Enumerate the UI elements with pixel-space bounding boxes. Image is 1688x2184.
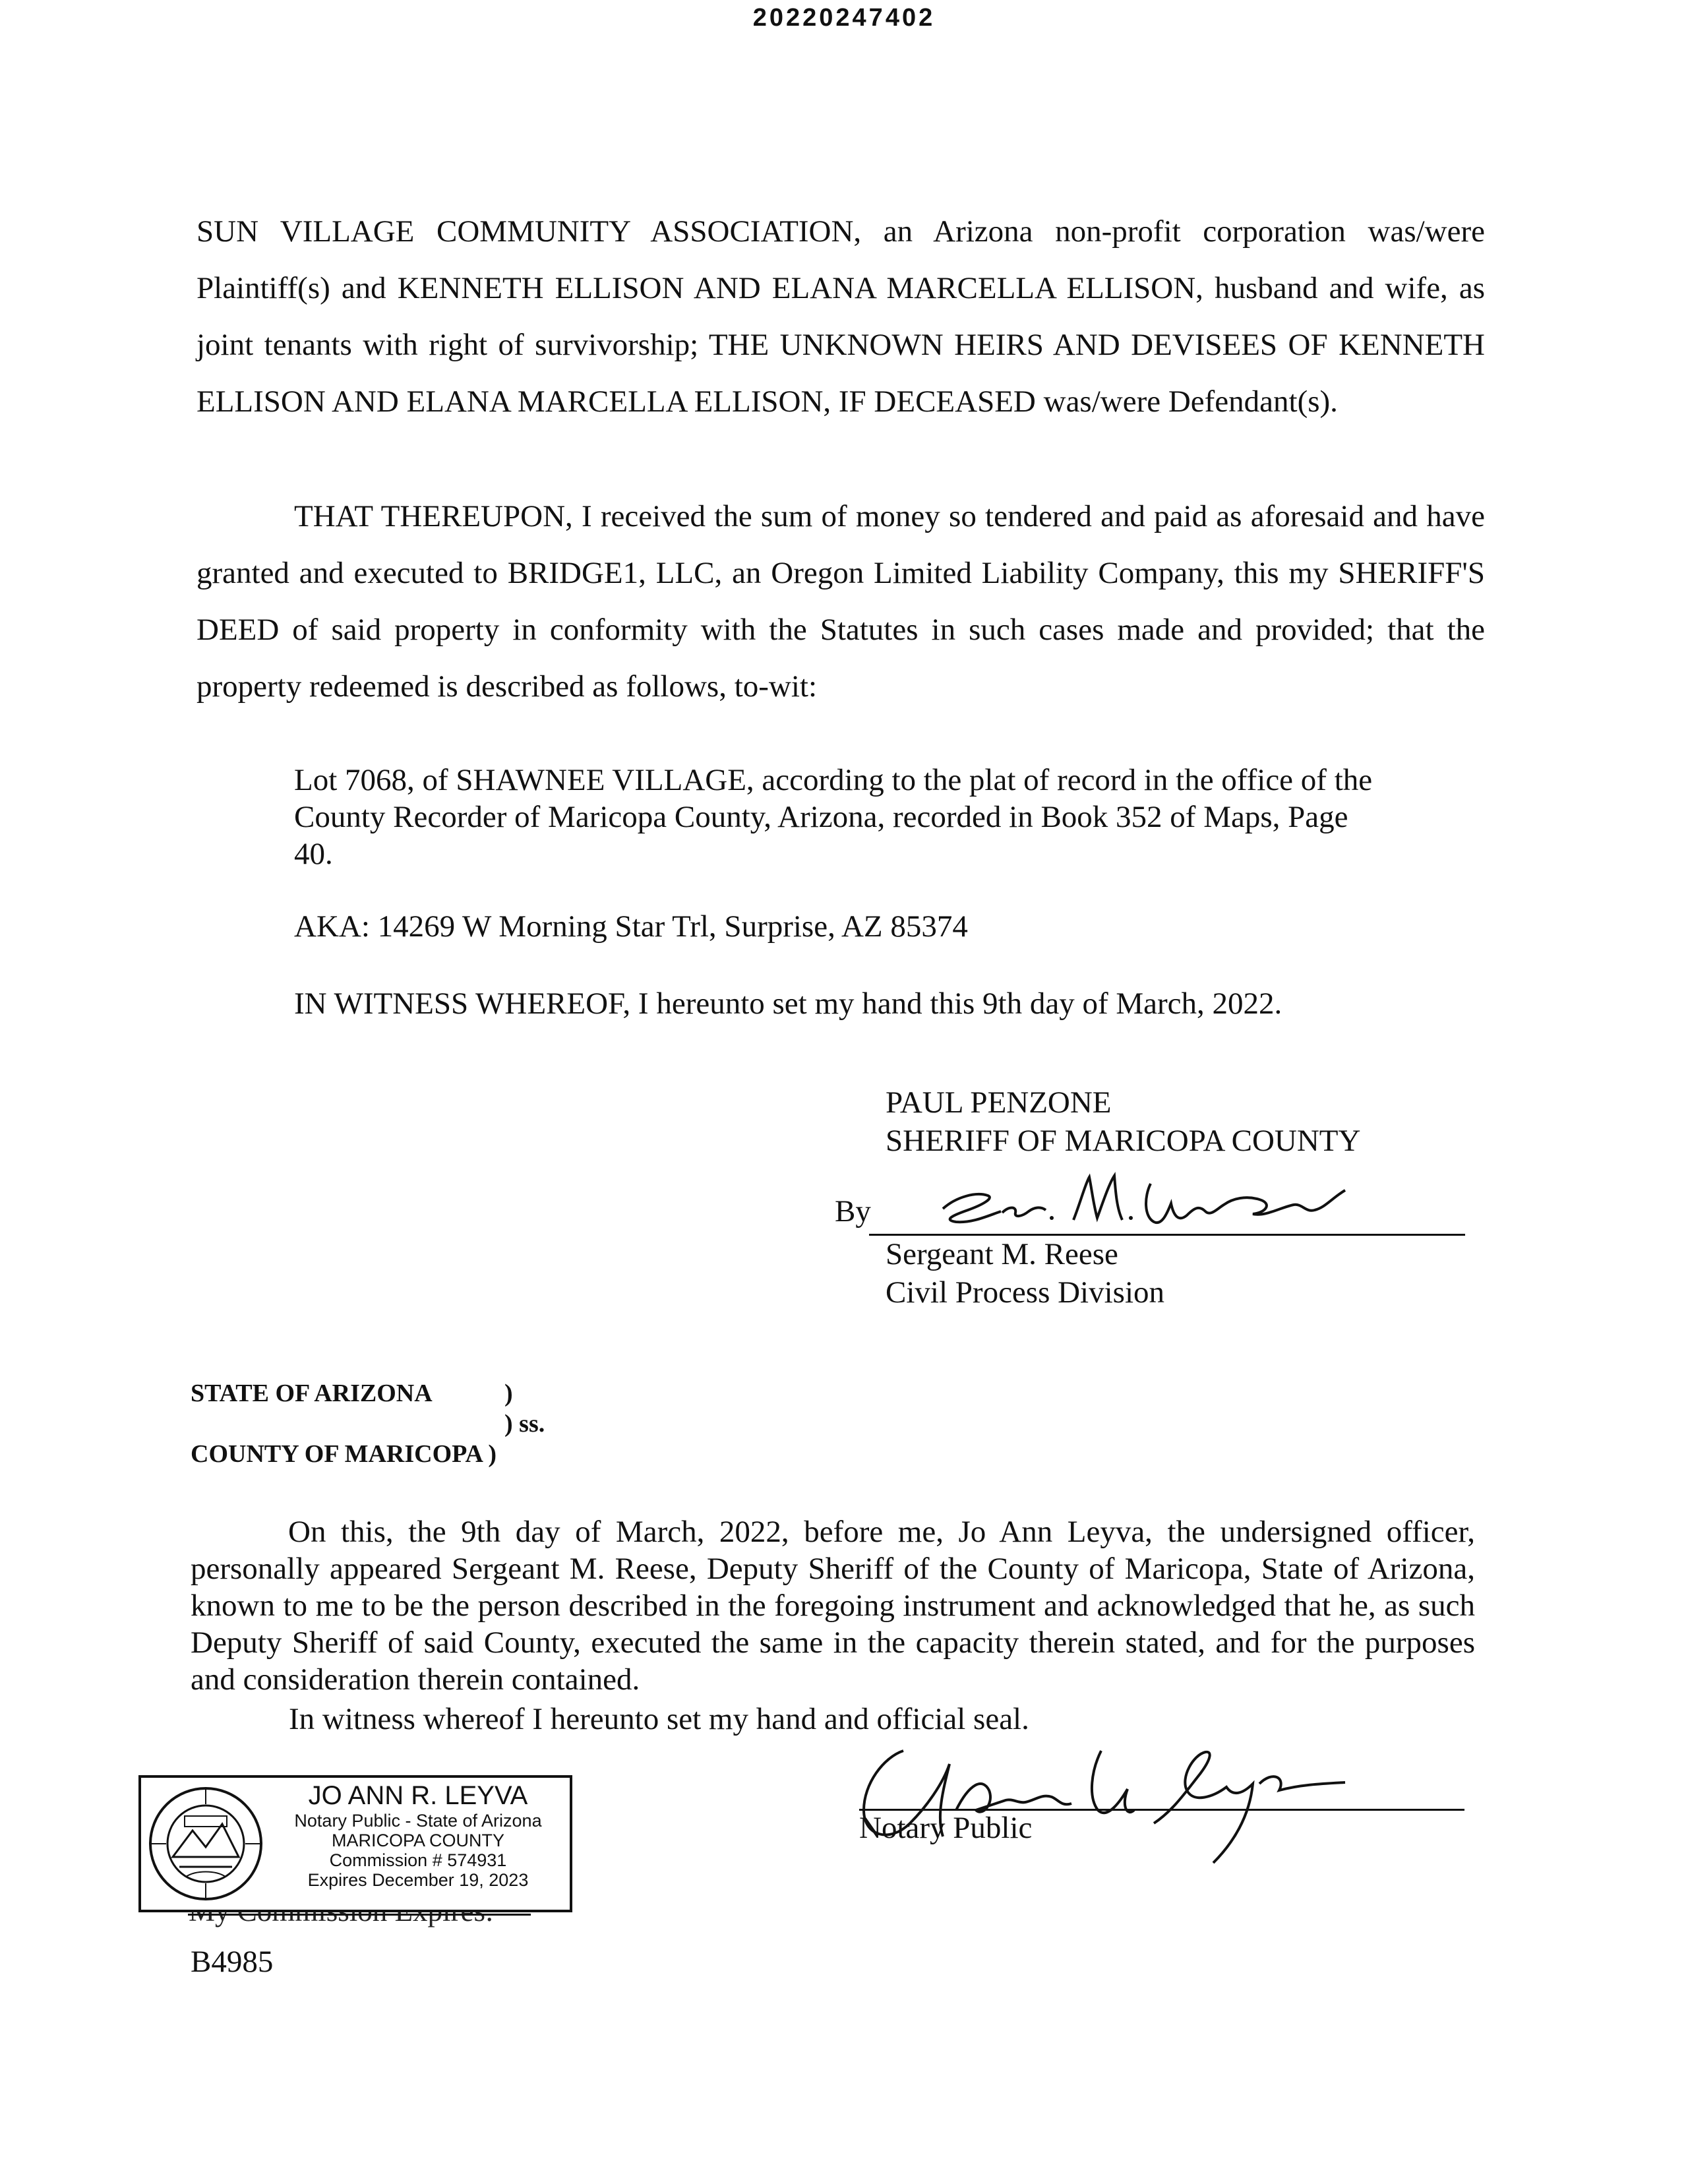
venue-block bbox=[191, 1378, 545, 1469]
acknowledgment-witness: In witness whereof I hereunto set my hand and official seal. bbox=[289, 1702, 1029, 1736]
venue-county: COUNTY OF MARICOPA ) bbox=[191, 1440, 497, 1468]
venue-ss: ) ss. bbox=[504, 1410, 545, 1438]
officer-division: Civil Process Division bbox=[886, 1275, 1165, 1310]
parties-paragraph: SUN VILLAGE COMMUNITY ASSOCIATION, an Arizona non-profit corporation was/were Plaintiff(s) and KENNETH ELLISON AND ELANA MARCELLA ELLISON, husband and wife, as joint tenants with right of survivorship; THE UNKNOWN HEIRS AND DEVISEES OF KENNETH ELLISON AND ELANA MARCELLA ELLISON, IF DECEASED was/were Defendant(s). bbox=[196, 214, 1485, 419]
stamp-line-2: MARICOPA COUNTY bbox=[331, 1831, 505, 1850]
thereupon-paragraph: THAT THEREUPON, I received the sum of money so tendered and paid as aforesaid and have granted and executed to BRIDGE1, LLC, an Oregon Limited Liability Company, this my SHERIFF'S DEED of said property in conformity with the Statutes in such cases made and provided; that the property redeemed is described as follows, to-wit: bbox=[196, 499, 1485, 704]
acknowledgment-paragraph: On this, the 9th day of March, 2022, before me, Jo Ann Leyva, the undersigned officer, personally appeared Sergeant M. Reese, Deputy Sheriff of the County of Maricopa, State of Arizona, known to me to be the person described in the foregoing instrument and acknowledged that he, as such Deputy Sheriff of said County, executed the same in the capacity therein stated, and for the purposes and consideration therein contained. bbox=[191, 1515, 1475, 1697]
by-label: By bbox=[835, 1194, 871, 1228]
document-number: 20220247402 bbox=[752, 4, 936, 32]
aka-address: AKA: 14269 W Morning Star Trl, Surprise, AZ 85374 bbox=[294, 909, 968, 944]
sheriff-signature bbox=[917, 1157, 1378, 1236]
notary-stamp bbox=[138, 1775, 572, 1912]
notary-signature bbox=[844, 1711, 1372, 1876]
venue-paren: ) bbox=[504, 1380, 513, 1407]
venue-state: STATE OF ARIZONA bbox=[191, 1380, 433, 1407]
officer-block bbox=[886, 1235, 1164, 1312]
stamp-line-3: Commission # 574931 bbox=[329, 1850, 507, 1870]
stamp-name: JO ANN R. LEYVA bbox=[308, 1781, 528, 1810]
legal-description: Lot 7068, of SHAWNEE VILLAGE, according to the plat of record in the office of the County Recorder of Maricopa County, Arizona, recorded in Book 352 of Maps, Page 40. bbox=[294, 763, 1373, 871]
notary-label: Notary Public bbox=[859, 1811, 1033, 1845]
stamp-text bbox=[273, 1780, 563, 1890]
document-code: B4985 bbox=[191, 1945, 274, 1979]
stamp-line-1: Notary Public - State of Arizona bbox=[294, 1811, 542, 1831]
sheriff-title: SHERIFF OF MARICOPA COUNTY bbox=[886, 1124, 1361, 1158]
state-seal-icon bbox=[146, 1784, 265, 1903]
witness-statement: IN WITNESS WHEREOF, I hereunto set my hand this 9th day of March, 2022. bbox=[294, 986, 1282, 1021]
sheriff-name: PAUL PENZONE bbox=[886, 1085, 1112, 1120]
commission-strikethrough bbox=[188, 1914, 531, 1916]
stamp-line-4: Expires December 19, 2023 bbox=[307, 1870, 529, 1890]
sheriff-block bbox=[886, 1083, 1360, 1160]
officer-name: Sergeant M. Reese bbox=[886, 1237, 1118, 1271]
